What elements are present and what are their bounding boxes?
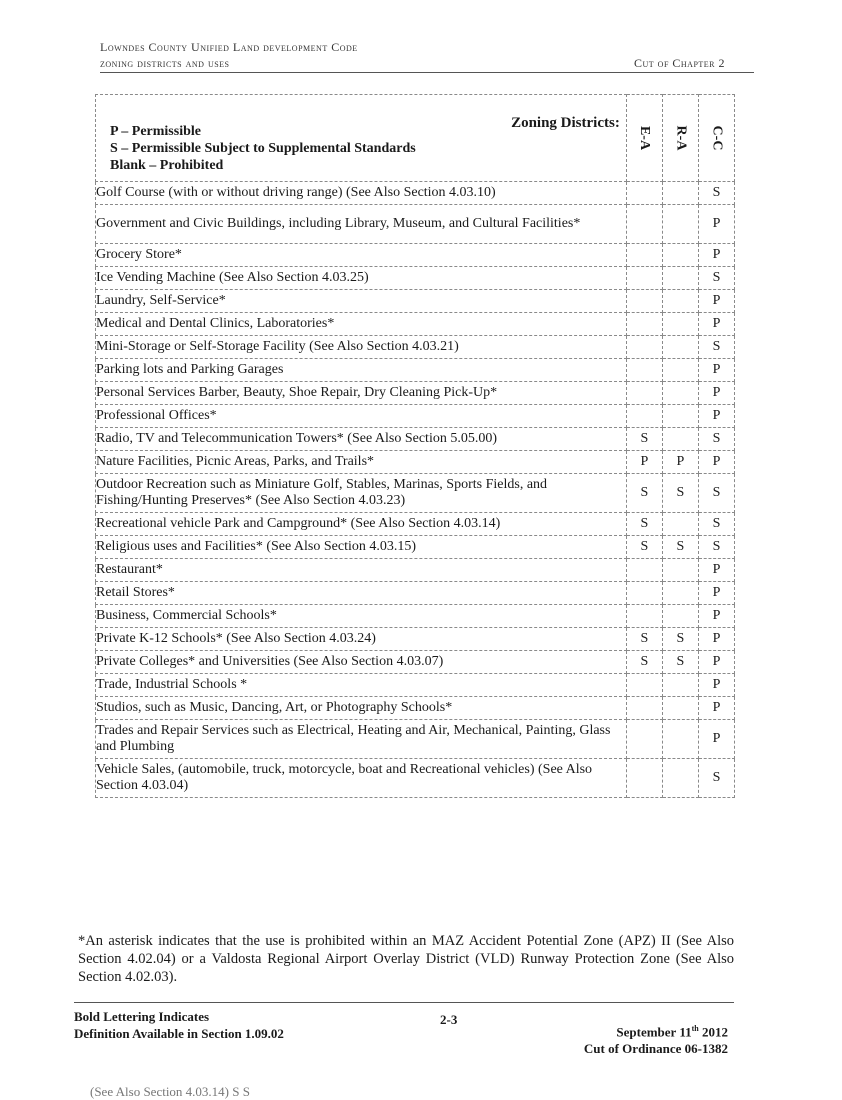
code-ea [626, 382, 662, 405]
district-header-cc: C-C [698, 95, 734, 182]
table-row [96, 382, 735, 405]
zoning-use-table [95, 94, 735, 798]
table-row [96, 428, 735, 451]
code-ra [662, 720, 698, 759]
code-ea: S [626, 536, 662, 559]
use-name: Restaurant* [96, 559, 627, 582]
header-divider [100, 72, 754, 73]
use-name: Retail Stores* [96, 582, 627, 605]
footer-bold-note [74, 1008, 284, 1042]
code-ea [626, 313, 662, 336]
legend-prohibited: Blank – Prohibited [110, 158, 224, 173]
code-ea [626, 182, 662, 205]
table-row [96, 720, 735, 759]
use-name: Recreational vehicle Park and Campground* (See Also Section 4.03.14) [96, 513, 627, 536]
footer-ordinance: Cut of Ordinance 06-1382 [583, 1041, 728, 1057]
code-ra [662, 290, 698, 313]
use-name: Private Colleges* and Universities (See Also Section 4.03.07) [96, 651, 627, 674]
code-ra [662, 267, 698, 290]
code-ra [662, 759, 698, 798]
code-ra [662, 313, 698, 336]
code-cc: P [698, 559, 734, 582]
table-row [96, 759, 735, 798]
code-ea [626, 244, 662, 267]
district-header-ea: E-A [626, 95, 662, 182]
running-header [100, 40, 358, 71]
header-chapter: Cut of Chapter 2 [634, 56, 726, 70]
table-row [96, 405, 735, 428]
code-ra [662, 405, 698, 428]
table-row [96, 290, 735, 313]
use-name: Parking lots and Parking Garages [96, 359, 627, 382]
code-ra [662, 513, 698, 536]
code-ra [662, 674, 698, 697]
code-ra [662, 244, 698, 267]
header-subtitle: zoning districts and uses [100, 55, 230, 70]
table-row [96, 559, 735, 582]
footer-divider [74, 1002, 734, 1003]
use-name: Grocery Store* [96, 244, 627, 267]
code-ea [626, 582, 662, 605]
code-cc: P [698, 605, 734, 628]
table-row [96, 536, 735, 559]
use-name: Private K-12 Schools* (See Also Section 4.03.24) [96, 628, 627, 651]
code-cc: P [698, 359, 734, 382]
code-cc: P [698, 382, 734, 405]
code-cc: P [698, 720, 734, 759]
use-name: Vehicle Sales, (automobile, truck, motorcycle, boat and Recreational vehicles) (See Also Section 4.03.04) [96, 759, 627, 798]
code-ea [626, 205, 662, 244]
table-row [96, 628, 735, 651]
code-cc: S [698, 428, 734, 451]
use-name: Outdoor Recreation such as Miniature Golf, Stables, Marinas, Sports Fields, and Fishing/Hunting Preserves* (See Also Section 4.03.23) [96, 474, 627, 513]
use-name: Trade, Industrial Schools * [96, 674, 627, 697]
code-ra: S [662, 474, 698, 513]
code-ea [626, 605, 662, 628]
code-cc: P [698, 651, 734, 674]
code-ea [626, 290, 662, 313]
use-name: Trades and Repair Services such as Electrical, Heating and Air, Mechanical, Painting, Glass and Plumbing [96, 720, 627, 759]
code-cc: P [698, 244, 734, 267]
code-ra [662, 697, 698, 720]
code-cc: S [698, 536, 734, 559]
code-ea [626, 559, 662, 582]
code-ra: S [662, 628, 698, 651]
code-cc: P [698, 313, 734, 336]
code-cc: S [698, 336, 734, 359]
use-name: Religious uses and Facilities* (See Also Section 4.03.15) [96, 536, 627, 559]
use-name: Studios, such as Music, Dancing, Art, or Photography Schools* [96, 697, 627, 720]
footer-date-block [560, 1020, 728, 1057]
table-row [96, 474, 735, 513]
table-row [96, 674, 735, 697]
legend-permissible: P – Permissible [110, 124, 201, 139]
table-row [96, 697, 735, 720]
code-ra [662, 382, 698, 405]
use-name: Government and Civic Buildings, including Library, Museum, and Cultural Facilities* [96, 205, 627, 244]
code-cc: P [698, 697, 734, 720]
code-cc: P [698, 405, 734, 428]
code-ra [662, 359, 698, 382]
code-ea [626, 697, 662, 720]
code-ra [662, 205, 698, 244]
code-ra [662, 605, 698, 628]
table-row [96, 651, 735, 674]
code-cc: P [698, 205, 734, 244]
table-row [96, 513, 735, 536]
code-ra [662, 428, 698, 451]
district-header-ra: R-A [662, 95, 698, 182]
code-cc: S [698, 513, 734, 536]
asterisk-footnote: *An asterisk indicates that the use is prohibited within an MAZ Accident Potential Zone (APZ) II (See Also Section 4.02.04) or a Valdosta Regional Airport Overlay District (VLD) Runway Protection Zone (See Also Section 4.02.03). [78, 933, 734, 985]
use-name: Radio, TV and Telecommunication Towers* (See Also Section 5.05.00) [96, 428, 627, 451]
use-name: Business, Commercial Schools* [96, 605, 627, 628]
code-ea [626, 405, 662, 428]
code-ea [626, 336, 662, 359]
use-name: Mini-Storage or Self-Storage Facility (See Also Section 4.03.21) [96, 336, 627, 359]
code-ra [662, 182, 698, 205]
table-row [96, 582, 735, 605]
code-ra: S [662, 536, 698, 559]
code-ra: S [662, 651, 698, 674]
table-row [96, 336, 735, 359]
code-cc: P [698, 290, 734, 313]
table-row [96, 182, 735, 205]
code-ea [626, 359, 662, 382]
code-ea: S [626, 474, 662, 513]
page-number: 2-3 [440, 1012, 458, 1027]
table-row [96, 359, 735, 382]
code-cc: P [698, 674, 734, 697]
code-cc: P [698, 628, 734, 651]
code-cc: S [698, 474, 734, 513]
code-ea [626, 720, 662, 759]
use-name: Medical and Dental Clinics, Laboratories* [96, 313, 627, 336]
use-name: Nature Facilities, Picnic Areas, Parks, and Trails* [96, 451, 627, 474]
code-ea: S [626, 628, 662, 651]
code-ea [626, 267, 662, 290]
code-cc: S [698, 182, 734, 205]
code-ea: P [626, 451, 662, 474]
header-title: Lowndes County Unified Land development Code [100, 40, 358, 54]
use-name: Golf Course (with or without driving range) (See Also Section 4.03.10) [96, 182, 627, 205]
use-name: Laundry, Self-Service* [96, 290, 627, 313]
code-ea [626, 759, 662, 798]
table-row [96, 205, 735, 244]
code-ea: S [626, 513, 662, 536]
code-ra [662, 559, 698, 582]
legend-cell [96, 95, 627, 182]
code-cc: P [698, 582, 734, 605]
code-ra: P [662, 451, 698, 474]
table-row [96, 313, 735, 336]
legend-supplemental: S – Permissible Subject to Supplemental Standards [110, 141, 416, 156]
footer-date: September 11th 2012 [616, 1024, 728, 1040]
code-ra [662, 336, 698, 359]
use-name: Personal Services Barber, Beauty, Shoe Repair, Dry Cleaning Pick-Up* [96, 382, 627, 405]
table-header-row [96, 95, 735, 182]
table-row [96, 267, 735, 290]
footer-note-line1: Bold Lettering Indicates [74, 1009, 210, 1024]
table-row [96, 451, 735, 474]
table-row [96, 244, 735, 267]
code-ra [662, 582, 698, 605]
table-row [96, 605, 735, 628]
code-cc: S [698, 759, 734, 798]
use-name: Ice Vending Machine (See Also Section 4.03.25) [96, 267, 627, 290]
code-cc: S [698, 267, 734, 290]
use-name: Professional Offices* [96, 405, 627, 428]
zoning-districts-label: Zoning Districts: [511, 115, 620, 131]
code-cc: P [698, 451, 734, 474]
code-ea [626, 674, 662, 697]
footer-note-line2: Definition Available in Section 1.09.02 [74, 1026, 284, 1041]
code-ea: S [626, 651, 662, 674]
next-page-bleed: (See Also Section 4.03.14) S S [90, 1084, 250, 1099]
code-ea: S [626, 428, 662, 451]
